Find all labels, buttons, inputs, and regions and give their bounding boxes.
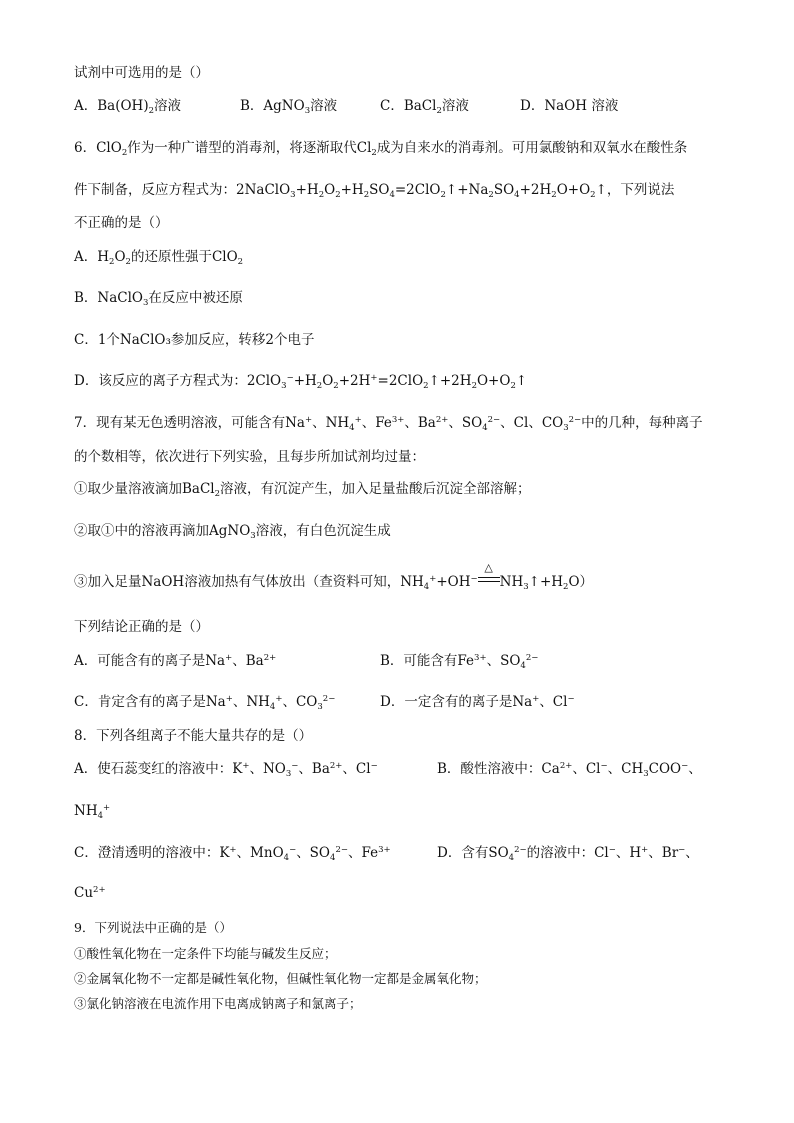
- q6-stem-line3: 不正确的是（）: [74, 215, 169, 231]
- q7-step-1: ①取少量溶液滴加BaCl$_2$溶液，有沉淀产生，加入足量盐酸后沉淀全部溶解；: [74, 481, 531, 499]
- q9-statement-2: ②金属氧化物不一定都是碱性氧化物，但碱性氧化物一定都是金属氧化物；: [74, 971, 487, 986]
- q8-option-b-cont: $NH_4^+$: [74, 803, 111, 821]
- q7-step-3: ③加入足量NaOH溶液加热有气体放出（查资料可知，$NH_4^++OH^-$ △ $NH_3↑+H_2O$）: [74, 561, 594, 592]
- q6-stem-line1: 6．ClO$_2$作为一种广谱型的消毒剂，将逐渐取代$Cl_2$成为自来水的消毒剂。可用氯酸钠和双氧水在酸性条: [74, 140, 688, 158]
- q6-option-c: C．1个NaClO₃参加反应，转移2个电子: [74, 332, 315, 348]
- q8-option-d-cont: $Cu^{2+}$: [74, 885, 106, 901]
- q8-option-b: B．酸性溶液中：$Ca^{2+}$、Cl−、$CH_3COO^-$、: [437, 761, 702, 779]
- q5-option-a: A．$Ba(OH)_2$溶液: [74, 98, 182, 116]
- q7-option-c: C．肯定含有的离子是Na+、$NH_4^+$、$CO_3^{2-}$: [74, 694, 336, 712]
- q8-prompt: 8．下列各组离子不能大量共存的是（）: [74, 728, 313, 744]
- q5-option-c: C．BaCl$_2$溶液: [380, 98, 469, 116]
- q9-statement-1: ①酸性氧化物在一定条件下均能与碱发生反应；: [74, 946, 337, 961]
- q8-option-d: D．含有$SO_4^{2-}$的溶液中：Cl−、H+、Br−、: [437, 845, 699, 863]
- q7-option-b: B．可能含有$Fe^{3+}$、$SO_4^{2-}$: [380, 653, 539, 671]
- q6-option-d: D．该反应的离子方程式为：$2ClO_3^-+H_2O_2+2H^+=2ClO_2↑+2H_2O+O_2↑$: [74, 373, 528, 391]
- q5-prompt: 试剂中可选用的是（）: [74, 65, 209, 81]
- q5-option-b: B．AgNO$_3$溶液: [240, 98, 338, 116]
- q6-stem-line2: 件下制备，反应方程式为：$2NaClO_3+H_2O_2+H_2SO_4=2ClO_2↑+Na_2SO_4+2H_2O+O_2↑$，下列说法: [74, 182, 675, 200]
- q7-option-d: D．一定含有的离子是Na+、Cl−: [380, 694, 575, 710]
- q7-stem-line2: 的个数相等，依次进行下列实验，且每步所加试剂均过量：: [74, 449, 425, 465]
- q6-option-b: B．NaClO$_3$在反应中被还原: [74, 290, 243, 308]
- q7-prompt: 下列结论正确的是（）: [74, 619, 209, 635]
- q9-prompt: 9．下列说法中正确的是（）: [74, 920, 232, 935]
- q7-option-a: A．可能含有的离子是Na+、$Ba^{2+}$: [74, 653, 277, 669]
- q7-stem-line1: 7．现有某无色透明溶液，可能含有Na+、$NH_4^+$、$Fe^{3+}$、$Ba^{2+}$、$SO_4^{2-}$、Cl、$CO_3^{2-}$中的几种，每种离子: [74, 415, 703, 433]
- q8-option-a: A．使石蕊变红的溶液中：K+、$NO_3^-$、$Ba^{2+}$、Cl−: [74, 761, 378, 779]
- q5-option-d: D．NaOH 溶液: [520, 98, 619, 114]
- q8-option-c: C．澄清透明的溶液中：K+、MnO$_4$−、$SO_4^{2-}$、$Fe^{3+}$: [74, 845, 391, 863]
- q6-option-a: A．$H_2O_2$的还原性强于ClO$_2$: [74, 249, 244, 267]
- q9-statement-3: ③氯化钠溶液在电流作用下电离成钠离子和氯离子；: [74, 996, 362, 1011]
- heating-condition-sign: △: [478, 573, 500, 591]
- q7-step-2: ②取①中的溶液再滴加AgNO$_3$溶液，有白色沉淀生成: [74, 523, 391, 541]
